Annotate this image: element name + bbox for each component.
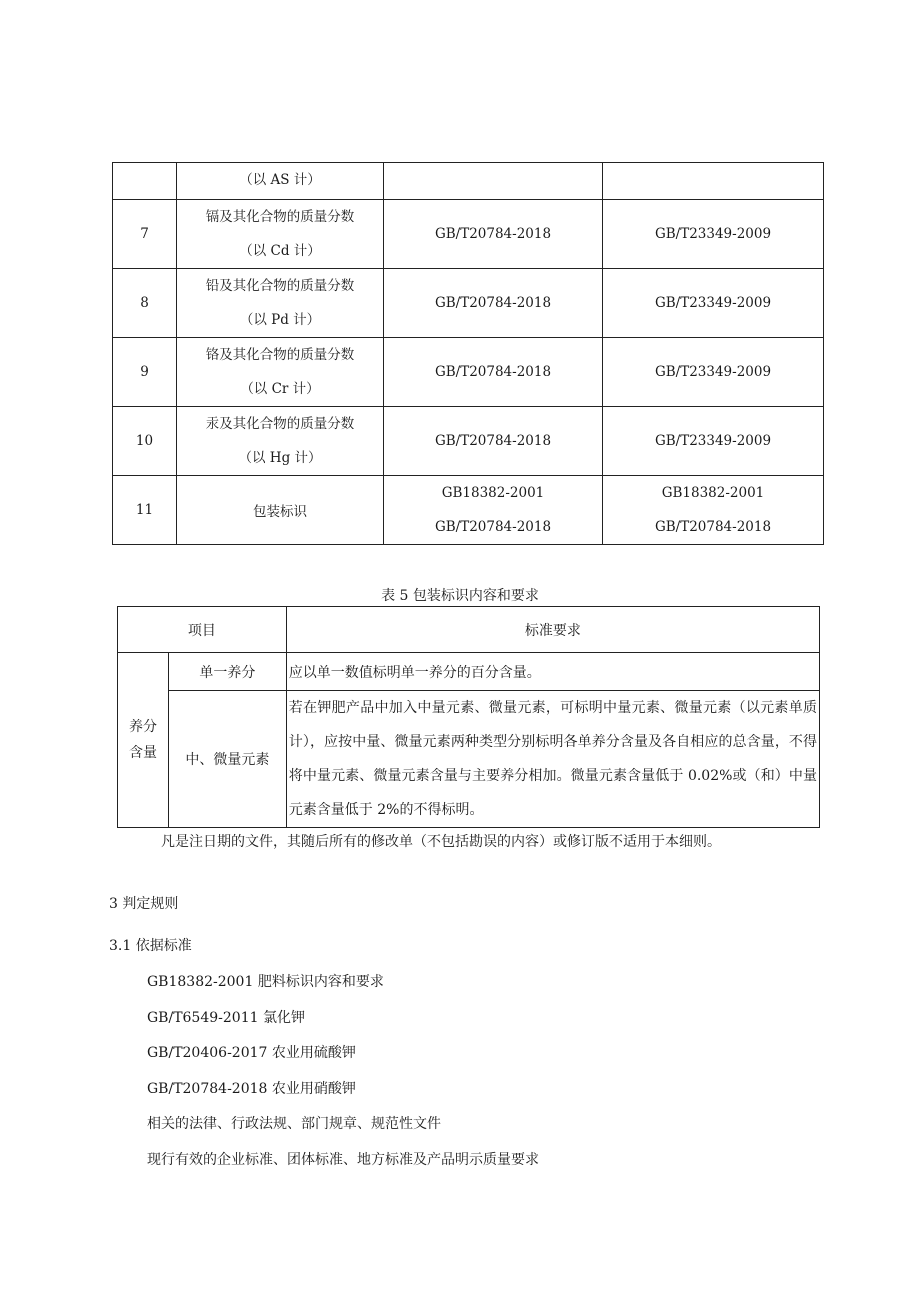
trace-element-requirement: 若在钾肥产品中加入中量元素、微量元素，可标明中量元素、微量元素（以元素单质计），应按中量、微量元素两种类型分别标明各单养分含量及各自相应的总含量，不得将中量元素、微量元素含量与主要养分相加。微量元素含量低于 0.02%或（和）中量元素含量低于 2%的不得标明。 xyxy=(286,691,819,828)
item-name-line: 镉及其化合物的质量分数 xyxy=(205,209,355,225)
row-number xyxy=(113,476,177,545)
row-number-line: 7 xyxy=(140,226,149,242)
item-name xyxy=(177,476,384,545)
item-name-line: （以 AS 计） xyxy=(239,172,321,188)
list-item: GB/T6549-2011 氯化钾 xyxy=(147,1009,305,1026)
item-name-line: （以 Cr 计） xyxy=(240,381,320,397)
row-number xyxy=(113,407,177,476)
test-method-line: GB/T20784-2018 xyxy=(434,364,552,380)
row-number-line: 9 xyxy=(140,364,149,380)
row-number xyxy=(113,338,177,407)
judgment-standard-line: GB/T23349-2009 xyxy=(654,295,772,311)
judgment-standard-line: GB/T23349-2009 xyxy=(654,364,772,380)
test-method-line: GB18382-2001 xyxy=(441,485,545,501)
date-reference-note: 凡是注日期的文件，其随后所有的修改单（不包括勘误的内容）或修订版不适用于本细则。 xyxy=(161,834,721,850)
list-item: 现行有效的企业标准、团体标准、地方标准及产品明示质量要求 xyxy=(147,1151,539,1168)
test-method xyxy=(384,407,603,476)
item-name-line: 包装标识 xyxy=(253,504,307,520)
item-name xyxy=(177,200,384,269)
nutrient-content-group xyxy=(118,653,169,828)
test-method-line: GB/T20784-2018 xyxy=(434,433,552,449)
judgment-standard-line: GB/T23349-2009 xyxy=(654,226,772,242)
judgment-standard xyxy=(603,476,824,545)
judgment-standard-line: GB18382-2001 xyxy=(661,485,765,501)
judgment-standard xyxy=(603,269,824,338)
item-name-line: （以 Pd 计） xyxy=(239,312,321,328)
test-method xyxy=(384,338,603,407)
row-number-line: 8 xyxy=(140,295,149,311)
item-name xyxy=(177,269,384,338)
table-row xyxy=(113,338,824,407)
test-method xyxy=(384,200,603,269)
header-item: 项目 xyxy=(118,607,287,653)
item-name-line: （以 Cd 计） xyxy=(239,243,321,259)
test-method-line: GB/T20784-2018 xyxy=(434,295,552,311)
row-number xyxy=(113,269,177,338)
list-item: 相关的法律、行政法规、部门规章、规范性文件 xyxy=(147,1116,441,1132)
test-method xyxy=(384,163,603,200)
judgment-standard xyxy=(603,407,824,476)
table-row xyxy=(113,476,824,545)
trace-element-label: 中、微量元素 xyxy=(168,691,286,828)
section-heading: 3 判定规则 xyxy=(109,896,179,912)
item-name-line: 铬及其化合物的质量分数 xyxy=(205,347,355,363)
header-requirement: 标准要求 xyxy=(286,607,819,653)
packaging-label-table xyxy=(117,606,820,828)
list-item: GB18382-2001 肥料标识内容和要求 xyxy=(147,974,384,990)
judgment-standard-line: GB/T20784-2018 xyxy=(654,519,772,535)
row-number-line: 10 xyxy=(135,433,154,449)
table-caption: 表 5 包装标识内容和要求 xyxy=(381,588,539,604)
row-number xyxy=(113,200,177,269)
subsection-heading: 3.1 依据标准 xyxy=(109,938,192,954)
test-method xyxy=(384,476,603,545)
table-row xyxy=(113,200,824,269)
item-name-line: （以 Hg 计） xyxy=(238,450,322,466)
list-item: GB/T20784-2018 农业用硝酸钾 xyxy=(147,1080,356,1097)
item-name-line: 汞及其化合物的质量分数 xyxy=(205,416,355,432)
single-nutrient-label: 单一养分 xyxy=(168,653,286,691)
test-method xyxy=(384,269,603,338)
test-method-line: GB/T20784-2018 xyxy=(434,226,552,242)
test-method-line: GB/T20784-2018 xyxy=(434,519,552,535)
list-item: GB/T20406-2017 农业用硫酸钾 xyxy=(147,1045,356,1061)
single-nutrient-requirement: 应以单一数值标明单一养分的百分含量。 xyxy=(286,653,819,691)
item-name xyxy=(177,163,384,200)
judgment-standard xyxy=(603,163,824,200)
test-methods-table xyxy=(112,162,824,545)
judgment-standard xyxy=(603,200,824,269)
item-name xyxy=(177,338,384,407)
table-row xyxy=(113,163,824,200)
item-name xyxy=(177,407,384,476)
row-number-line: 11 xyxy=(135,502,154,518)
table-row xyxy=(113,269,824,338)
judgment-standard xyxy=(603,338,824,407)
table-row xyxy=(113,407,824,476)
row-number xyxy=(113,163,177,200)
judgment-standard-line: GB/T23349-2009 xyxy=(654,433,772,449)
item-name-line: 铅及其化合物的质量分数 xyxy=(205,278,355,294)
group-label: 养分含量 xyxy=(128,719,157,761)
